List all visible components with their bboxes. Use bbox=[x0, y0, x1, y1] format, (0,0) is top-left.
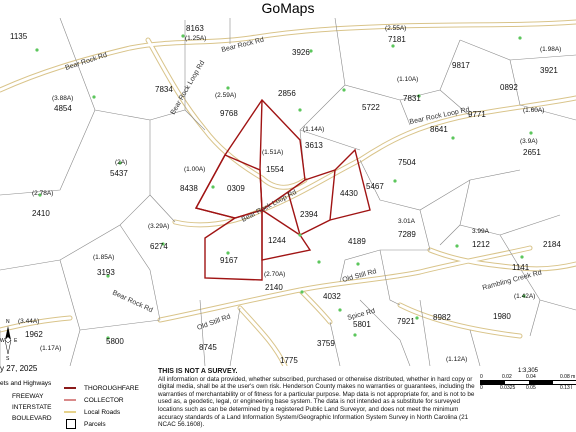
legend-item: BOULEVARD bbox=[12, 415, 52, 422]
legend-item: THOROUGHFARE bbox=[64, 382, 156, 394]
parcel-id: 2140 bbox=[265, 283, 283, 292]
svg-text:(1.00A): (1.00A) bbox=[184, 166, 206, 173]
parcel-id: 3921 bbox=[540, 66, 558, 75]
parcel-id: 1212 bbox=[472, 240, 490, 249]
parcel-id: 1244 bbox=[268, 236, 286, 245]
svg-text:3.99A: 3.99A bbox=[472, 228, 489, 235]
map-title: GoMaps bbox=[261, 0, 315, 16]
parcel-id: 3613 bbox=[305, 141, 323, 150]
parcel-id: 7831 bbox=[403, 94, 421, 103]
svg-text:(3.9A): (3.9A) bbox=[520, 138, 538, 145]
local-roads-swatch bbox=[64, 411, 76, 413]
parcel-id: 1135 bbox=[10, 32, 28, 41]
scale-ratio: 1:3,305 bbox=[518, 368, 539, 374]
disclaimer-body: All information or data provided, whether subscribed, purchased or otherwise distributed, whether in hard copy or digital media, shall be at the user's own risk. Henderson County makes no warranties or guarantees, including the warranties of merchantability or of fitness for a particular purpose. Map data is not appropriate for, and is not to be used as, a geodetic, legal, or engineering base system. The data is not intended as a substitute for surveyed locations such as can be determined by a registered Public Land Surveyor, and does not meet the minimum accuracy standards of a Land Information System/Geographic Information System Survey in North Carolina (21 NCAC 56.1608). bbox=[158, 375, 475, 429]
disclaimer bbox=[158, 368, 476, 429]
parcel-id: 5801 bbox=[353, 320, 371, 329]
parcel-id: 2410 bbox=[32, 209, 50, 218]
parcel-id: 1980 bbox=[493, 312, 511, 321]
legend-header: ets and Highways bbox=[0, 380, 52, 387]
svg-text:(1.17A): (1.17A) bbox=[40, 345, 62, 352]
road-label: Rambling Creek Rd bbox=[481, 269, 543, 292]
parcel-id: 9771 bbox=[468, 110, 486, 119]
legend-roads bbox=[64, 382, 156, 430]
svg-text:(1.85A): (1.85A) bbox=[93, 254, 115, 261]
svg-text:(1.10A): (1.10A) bbox=[397, 76, 419, 83]
svg-text:(2.59A): (2.59A) bbox=[215, 92, 237, 99]
road-label: Old Still Rd bbox=[341, 268, 378, 284]
road-label: Bear Rock Loop Rd bbox=[408, 106, 471, 126]
map-footer bbox=[0, 366, 576, 432]
svg-text:(1.60A): (1.60A) bbox=[523, 107, 545, 114]
svg-text:(2.55A): (2.55A) bbox=[385, 25, 407, 32]
road-label: Bear Rock Rd bbox=[220, 36, 265, 54]
parcel-id: 2651 bbox=[523, 148, 541, 157]
parcel-id: 4032 bbox=[323, 292, 341, 301]
parcel-id: 7289 bbox=[398, 230, 416, 239]
parcel-id: 7181 bbox=[388, 35, 406, 44]
svg-text:(3.44A): (3.44A) bbox=[18, 318, 40, 325]
parcel-id: 4430 bbox=[340, 189, 358, 198]
print-date: y 27, 2025 bbox=[0, 364, 38, 373]
parcel-id: 5467 bbox=[366, 182, 384, 191]
svg-text:(1.14A): (1.14A) bbox=[303, 126, 325, 133]
parcels-swatch bbox=[66, 419, 76, 429]
svg-text:N: N bbox=[6, 319, 10, 325]
svg-text:(1.98A): (1.98A) bbox=[540, 46, 562, 53]
parcel-id: 5800 bbox=[106, 337, 124, 346]
parcel-id: 5437 bbox=[110, 169, 128, 178]
parcel-map[interactable] bbox=[0, 18, 576, 366]
parcel-id: 0892 bbox=[500, 83, 518, 92]
parcel-id: 5722 bbox=[362, 103, 380, 112]
svg-text:(1.25A): (1.25A) bbox=[185, 35, 207, 42]
parcel-id: 4854 bbox=[54, 104, 72, 113]
parcel-id: 4189 bbox=[348, 237, 366, 246]
svg-text:(1.12A): (1.12A) bbox=[446, 356, 468, 363]
collector-swatch bbox=[64, 399, 76, 401]
parcel-id: 3193 bbox=[97, 268, 115, 277]
parcel-id: 3759 bbox=[317, 339, 335, 348]
parcel-id: 6274 bbox=[150, 242, 168, 251]
parcel-id: 1554 bbox=[266, 165, 284, 174]
legend-item: FREEWAY bbox=[12, 393, 44, 400]
parcel-id: 3926 bbox=[292, 48, 310, 57]
road-label: Old Still Rd bbox=[196, 313, 232, 332]
parcel-id: 8982 bbox=[433, 313, 451, 322]
parcel-id: 9167 bbox=[220, 256, 238, 265]
parcel-id: 8438 bbox=[180, 184, 198, 193]
legend-item: Local Roads bbox=[64, 406, 156, 418]
svg-text:(1.51A): (1.51A) bbox=[262, 149, 284, 156]
thoroughfare-swatch bbox=[64, 387, 76, 389]
parcel-id: 1141 bbox=[512, 263, 530, 272]
parcel-id: 1775 bbox=[280, 356, 298, 365]
parcel-id: 1962 bbox=[25, 330, 43, 339]
parcel-id: 2856 bbox=[278, 89, 296, 98]
svg-text:(2.78A): (2.78A) bbox=[32, 190, 54, 197]
svg-text:(1.42A): (1.42A) bbox=[514, 293, 536, 300]
svg-text:(2A): (2A) bbox=[115, 159, 128, 166]
parcel-id: 7504 bbox=[398, 158, 416, 167]
svg-text:3.01A: 3.01A bbox=[398, 218, 415, 225]
svg-text:(3.29A): (3.29A) bbox=[148, 223, 170, 230]
legend-item: Parcels bbox=[64, 418, 156, 430]
legend-item: INTERSTATE bbox=[12, 404, 52, 411]
parcel-id: 0309 bbox=[227, 184, 245, 193]
parcel-id: 7921 bbox=[397, 317, 415, 326]
road-label: Bear Rock Loop Rd bbox=[169, 59, 207, 116]
svg-text:S: S bbox=[6, 356, 10, 362]
svg-text:(3.88A): (3.88A) bbox=[52, 95, 74, 102]
parcel-id: 9817 bbox=[452, 61, 470, 70]
svg-text:E: E bbox=[14, 338, 18, 344]
legend-basemap bbox=[0, 380, 60, 424]
parcel-id: 8641 bbox=[430, 125, 448, 134]
road-label: Bear Rock Loop Rd bbox=[240, 188, 298, 224]
road-label: Bear Rock Rd bbox=[64, 51, 109, 72]
parcel-id: 2394 bbox=[300, 210, 318, 219]
svg-text:W: W bbox=[0, 338, 5, 344]
parcel-id: 8745 bbox=[199, 343, 217, 352]
road-label: Spice Rd bbox=[346, 307, 376, 322]
disclaimer-heading: THIS IS NOT A SURVEY. bbox=[158, 368, 238, 375]
road-label: Bear Rock Rd bbox=[111, 289, 154, 315]
parcel-id: 2184 bbox=[543, 240, 561, 249]
parcel-id: 8163 bbox=[186, 24, 204, 33]
parcel-id: 7834 bbox=[155, 85, 173, 94]
legend-item: COLLECTOR bbox=[64, 394, 156, 406]
scale-bar: 1:3,305 0 0.02 0.04 0.08 m 0 0.0325 0.05 0.13 l bbox=[480, 368, 576, 398]
parcel-id: 9768 bbox=[220, 109, 238, 118]
svg-text:(2.70A): (2.70A) bbox=[264, 271, 286, 278]
